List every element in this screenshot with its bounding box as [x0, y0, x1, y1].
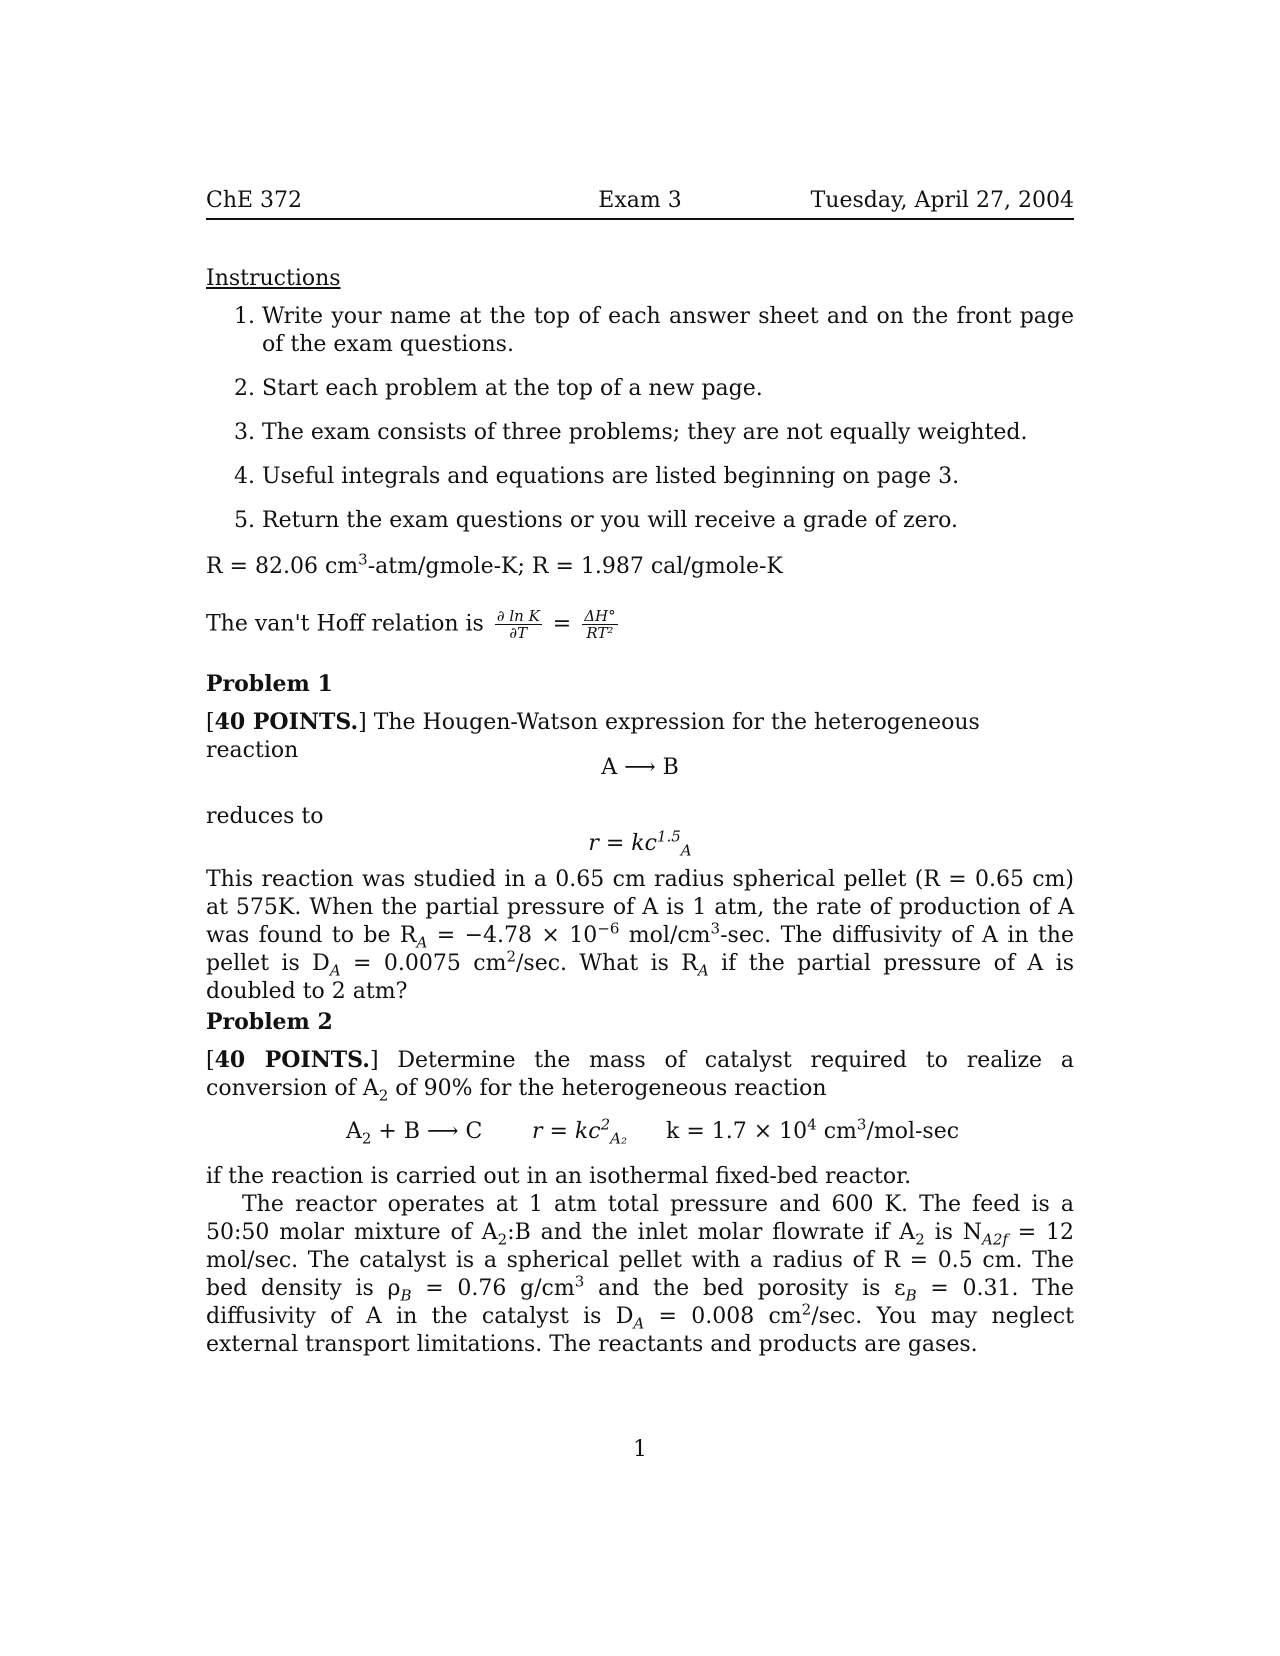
- instruction-text: The exam consists of three problems; they are not equally weighted.: [262, 420, 1028, 445]
- problem-2-intro: [40 POINTS.] Determine the mass of catalyst required to realize a conversion of $A_2$ of 90% for the heterogeneous reaction: [206, 1047, 1075, 1105]
- problem-2-rate-constant: $k = 1.7 \times 10^4$ $cm^3/mol-\sec$: [666, 1115, 960, 1144]
- problem-2-rate-law: $r = kc^2_{A_2}$: [532, 1115, 627, 1148]
- instruction-text: Useful integrals and equations are listed beginning on page 3.: [262, 464, 960, 489]
- instruction-item-4: [234, 463, 1074, 491]
- gas-constants: R = 82.06 $cm^3-atm/gmole-K$; R = 1.987 cal/gmole-K: [206, 550, 783, 579]
- exam-page: [206, 0, 1074, 1656]
- instruction-number: 2.: [234, 376, 255, 401]
- fraction-lhs: $\frac{\text{∂ ln K}}{\partial T}$: [496, 607, 540, 642]
- problem-2-body: The reactor operates at 1 atm total pressure and 600 K. The feed is a 50:50 molar mixture of $A_2:B$ and the inlet molar flowrate if $A_2$ is $N_{A2f} = 12$ mol/sec. The catalyst is a spherical pellet with a radius of R = 0.5 cm. The bed density is $\rho_B = 0.76$ $g/cm^3$ and the bed porosity is $\varepsilon_B = 0.31$. The diffusivity of A in the catalyst is $D_A = 0.008$ $cm^2/\sec$. You may neglect external transport limitations. The reactants and products are gases.: [206, 1192, 1075, 1357]
- problem-1-rate-law: $r = kc^{1.5}_A$: [588, 827, 692, 860]
- problem-1-body: This reaction was studied in a 0.65 cm radius spherical pellet (R = 0.65 cm) at 575K. When the partial pressure of A is 1 atm, the rate of production of A was found to be $R_A = -4.78 \times 10^{-6}$ mol/$cm^3-\sec$. The diffusivity of A in the pellet is $D_A = 0.0075$ $cm^2/\sec$. What is $R_A$ if the partial pressure of A is doubled to 2 atm?: [206, 867, 1074, 1004]
- instruction-item-3: [234, 419, 1074, 447]
- instruction-number: 3.: [234, 420, 255, 445]
- page-number: 1: [633, 1437, 647, 1462]
- vant-hoff-label: The van't Hoff relation is: [206, 611, 484, 637]
- instruction-number: 1.: [234, 304, 255, 329]
- problem-1-reduces: reduces to: [206, 804, 324, 829]
- instruction-item-1: [234, 303, 1074, 359]
- instruction-item-5: [234, 507, 1074, 535]
- page-header: [206, 188, 1074, 220]
- problem-2-condition: if the reaction is carried out in an isothermal fixed-bed reactor.: [206, 1164, 912, 1189]
- exam-title: Exam 3: [598, 188, 682, 213]
- fraction-rhs: $\frac{\Delta H^\circ}{\text{RT²}}$: [584, 607, 616, 642]
- instruction-text: Start each problem at the top of a new page.: [262, 376, 763, 401]
- instruction-text: Return the exam questions or you will receive a grade of zero.: [262, 508, 958, 533]
- problem-2-reaction: $A_2 + B$ ⟶ C: [346, 1119, 483, 1148]
- instruction-number: 5.: [234, 508, 255, 533]
- instruction-number: 4.: [234, 464, 255, 489]
- problem-1-reaction: A ⟶ B: [601, 755, 679, 780]
- course-code: ChE 372: [206, 188, 303, 213]
- instruction-item-2: [234, 375, 1074, 403]
- problem-2-points: 40 POINTS.: [214, 1047, 370, 1073]
- problem-1-points: 40 POINTS.: [214, 709, 359, 735]
- problem-2-title: Problem 2: [206, 1009, 333, 1035]
- instruction-text: Write your name at the top of each answer sheet and on the front page of the exam questions.: [262, 304, 1074, 357]
- problem-1-title: Problem 1: [206, 671, 333, 697]
- problem-1-intro: [40 POINTS.] The Hougen-Watson expression for the heterogeneous reaction: [206, 709, 980, 763]
- vant-hoff-relation: The van't Hoff relation is $\frac{\text{∂ ln K}}{\partial T}$ = $\frac{\Delta H^\circ}{\text{RT²}}$: [206, 607, 616, 642]
- instructions-heading: Instructions: [206, 266, 341, 291]
- exam-date: Tuesday, April 27, 2004: [810, 188, 1074, 213]
